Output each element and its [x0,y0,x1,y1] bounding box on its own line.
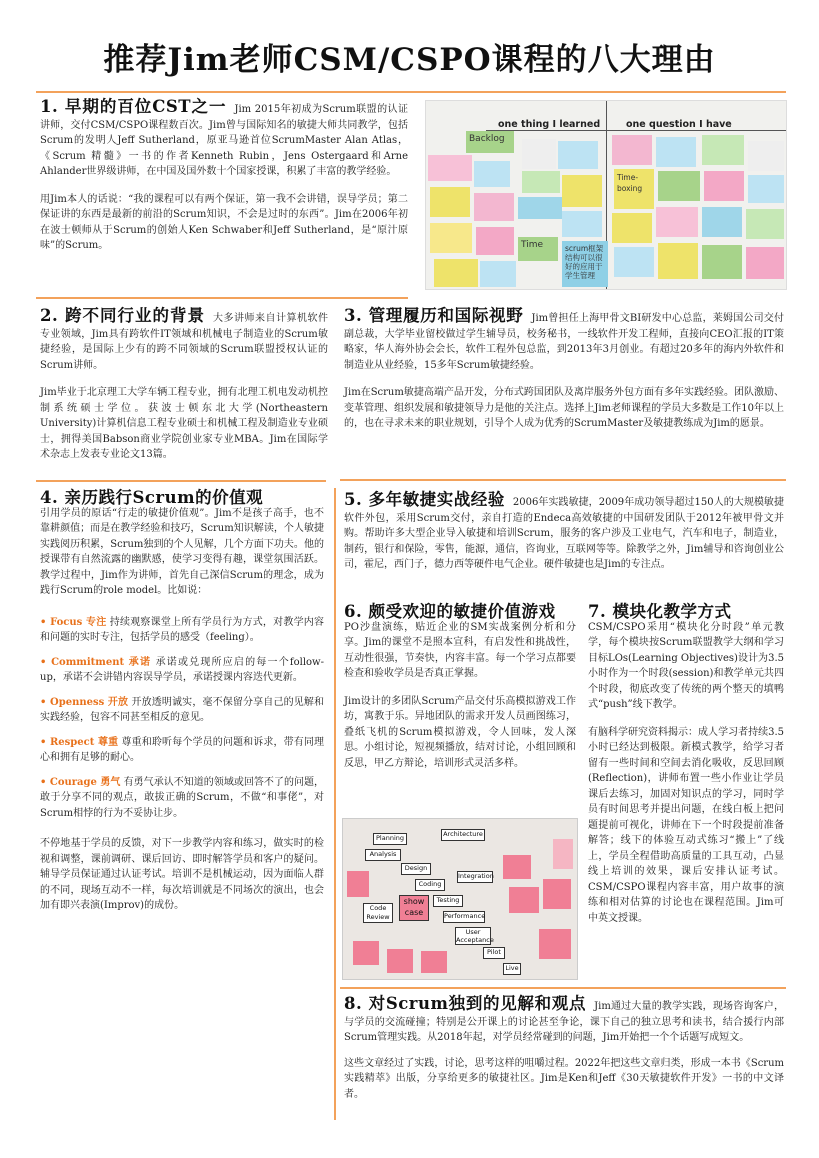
section-3-heading: 3. 管理履历和国际视野 [344,306,524,325]
section-5-heading: 5. 多年敏捷实战经验 [344,490,505,509]
board-col1-header: one thing I learned [498,119,601,130]
section-7-research: 有脑科学研究资料揭示：成人学习者持续3.5小时已经达到极限。新模式教学，给学习者留有一些时间和空间去消化吸收，反思回顾(Reflection)，讲师布置一些小作业让学员课后去练习，加固对知识点的学习，同时学员有时间思考并提出问题，在线白板上把问题提前可视化，讲师在下一个时段提前准备解答；线下的体验互动式练习“搬上”了线上，学员全程借助高质量的工具互动，凸显线上培训的效果，课后安排认证考试。CSM/CSPO课程内容丰富，用户故事的演练和相对估算的讨论也在课程范围。Jim可中英文授课。 [588,726,784,924]
section-8 [344,996,784,1110]
sticky-note [562,211,602,237]
divider-s2 [36,480,326,482]
note-time: Time [518,237,558,261]
section-7 [588,604,784,934]
sticky-note [748,141,784,171]
divider-vertical [334,488,336,1120]
section-3-text: Jim曾担任上海甲骨文BI研发中心总监，莱姆国公司交付副总裁，大学毕业留校做过学生辅导员，校务秘书，一线软件开发工程师，直接向CEO汇报的IT策略家，华人海外协会会长，软件工程外包总监，到2013年3月创业。有超过20多年的海内外软件和制造业从业经验，15多年Scrum敏捷经验。 [344,313,784,371]
board-box-coding: Coding [415,879,445,891]
pink-note [503,855,531,879]
sticky-note [748,175,784,203]
section-6-heading: 6. 颇受欢迎的敏捷价值游戏 [344,602,556,621]
board-box-pilot: Pilot [483,947,505,959]
sticky-note [612,135,652,165]
sticky-note [612,213,652,243]
sticky-note [430,187,470,217]
value-term: • Commitment 承诺 [40,656,152,668]
section-8-heading: 8. 对Scrum独到的见解和观点 [344,994,587,1013]
pink-note [543,879,571,909]
pink-note [553,839,573,869]
note-backlog: Backlog [466,131,514,153]
board-header-line [486,130,786,131]
sticky-note [522,139,556,169]
value-term: • Respect 尊重 [40,736,119,748]
sticky-note [476,227,514,255]
value-term: • Openness 开放 [40,696,129,708]
section-6-games: Jim设计的多团队Scrum产品交付乐高模拟游戏工作坊，寓教于乐。异地团队的需求开发人员画图练习，叠纸飞机的Scrum模拟游戏，令人回味，发人深思。小组讨论，短视频播放，结对讨论，小组回顾和反思，甲乙方辩论，培训形式灵活多样。 [344,695,576,769]
sticky-note [522,171,560,193]
section-5 [344,492,784,581]
pink-note [387,949,413,973]
divider-top [36,91,786,93]
section-2 [40,308,328,471]
board-col2-header: one question I have [626,119,732,130]
section-4-heading: 4. 亲历践行Scrum的价值观 [40,488,264,507]
pink-note [347,871,369,897]
sticky-note [558,141,598,169]
pink-note [353,941,379,965]
section-1-text: Jim 2015年初成为Scrum联盟的认证讲师，交付CSM/CSPO课程数百次。Jim曾与国际知名的敏捷大师共同教学，包括Scrum的发明人Jeff Sutherland，原亚马逊首位ScrumMaster Alan Atlas，《Scrum 精髓》一书的作者Kenneth Rubin，Jens Ostergaard和Arne Ahlander世界级讲师，在中国及国外数十个国家授课，积累了丰富的教学经验。 [40,104,408,177]
section-4-text: 引用学员的原话“行走的敏捷价值观”。Jim不是孩子高手，也不靠耕颜值；而是在教学经验和技巧，Scrum知识解读，个人敏捷实践阅历积累，Scrum独到的个人见解，几个方面下功夫。他的授课带有自然流露的幽默感，使学习变得有趣，课堂氛围活跃。教学过程中，Jim作为讲师，首先自己深信Scrum的理念，成为践行Scrum的role model。比如说： [40,507,324,596]
section-6-text: PO沙盘演练，贴近企业的SM实战案例分析和分享。Jim的课堂不是照本宣科，有启发性和挑战性，互动性很强，节奏快，内容丰富。每一个学习点都要检查和验收学员是否真正掌握。 [344,621,576,679]
section-8-text: Jim通过大量的教学实践，现场咨询客户，与学员的交流碰撞；特别是公开课上的讨论甚至争论，课下自己的独立思考和读书，结合援行内部Scrum管理实践。从2018年起，对学员经常碰到的问题，Jim开始把一个个话题写成短文。 [344,1001,784,1043]
board-box-integration: Integration [457,871,493,883]
value-focus [40,615,324,646]
value-text: 开放透明诚实，毫不保留分享自己的见解和实践经验，包容不同甚至相反的意见。 [40,696,325,723]
sticky-note [702,135,744,165]
pink-note [539,929,571,959]
divider-s1 [36,297,408,299]
board-box-testing: Testing [433,895,463,907]
pink-note [421,951,447,973]
sticky-note [656,207,698,237]
divider-s3 [340,479,786,481]
section-2-heading: 2. 跨不同行业的背景 [40,306,205,325]
value-text: 有勇气承认不知道的领域或回答不了的问题，敢于分享不同的观点，敢拔正确的Scrum，不做“和事佬”，对Scrum相悖的行为不妥协让步。 [40,776,324,819]
value-text: 持续观察课堂上所有学员行为方式，对教学内容和问题的实时专注，包括学员的感受（feeling）。 [40,616,324,643]
value-term: • Focus 专注 [40,616,107,628]
section-3 [344,308,784,440]
board-box-code-review: Code Review [363,903,393,923]
sticky-note [658,171,700,201]
sticky-note [746,209,784,239]
sticky-note [430,223,472,253]
pink-note [509,887,539,913]
sticky-note [480,261,516,287]
divider-s7 [340,987,786,989]
sticky-note [702,245,742,279]
section-1-quote: 用Jim本人的话说：“我的课程可以有两个保证，第一我不会讲错，误导学员；第二保证讲的东西是最新的前沿的Scrum知识，不会是过时的东西”。Jim在2006年初在波士顿师从于Scrum的创始人Ken Schwaber和Jeff Sutherland，是“原汁原味”的Scrum。 [40,193,408,251]
value-respect [40,735,324,766]
sticky-note [474,193,514,221]
sticky-note [428,155,472,181]
workshop-board-photo [342,818,578,980]
note-timeboxing: Time-boxing [614,169,654,209]
sticky-note [518,197,562,219]
sticky-note [656,137,696,167]
section-1 [40,99,408,262]
board-box-architecture: Architecture [441,829,485,841]
note-scrum: scrum框架结构可以很好的应用于学生管理 [562,241,608,287]
board-box-planning: Planning [373,833,407,845]
board-box-analysis: Analysis [365,849,401,861]
section-8-book: 这些文章经过了实践，讨论，思考这样的咀嚼过程。2022年把这些文章归类，形成一本书《Scrum实践精萃》出版，分享给更多的敏捷社区。Jim是Ken和Jeff《30天敏捷软件开发》一书的中文译者。 [344,1057,784,1100]
board-box-live: Live [503,963,521,975]
value-term: • Courage 勇气 [40,776,121,788]
sticky-note [702,207,742,237]
board-box-design: Design [401,863,431,875]
board-box-user-acceptance: User Acceptance [456,928,494,944]
page-title: 推荐Jim老师CSM/CSPO课程的八大理由 [103,42,716,78]
section-3-vision: Jim在Scrum敏捷高端产品开发，分布式跨国团队及离岸服务外包方面有多年实践经验。团队激励、变革管理、组织发展和敏捷领导力是他的关注点。选择上Jim老师课程的学员大多数是工作10年以上的，也在寻求未来的职业规划，引导个人成为优秀的ScrumMaster及敏捷教练成为Jim的愿景。 [344,387,784,429]
sticky-note [746,247,784,279]
section-1-heading: 1. 早期的百位CST之一 [40,97,227,116]
whiteboard-photo [425,100,787,290]
section-2-education: Jim毕业于北京理工大学车辆工程专业，拥有北理工机电发动机控制系统硕士学位。获波士顿东北大学(Northeastern University)计算机信息工程专业硕士和机械工程及制造业专业硕士，拥得美国Babson商业学院创业家专业MBA。Jim在国际学术杂志上发表专业论文13篇。 [40,387,328,460]
sticky-note [434,259,478,287]
value-text: 承诺或兑现所应启的每一个follow-up，承诺不会讲错内容误导学员，承诺授课内容迭代更新。 [40,656,324,683]
sticky-note [658,243,698,279]
sticky-note [474,161,510,187]
section-5-text: 2006年实践敏捷，2009年成功领导超过150人的大规模敏捷软件外包，采用Scrum交付，亲自打造的Endeca高效敏捷的中国研发团队于2012年被甲骨文并购。帮助许多大型企业导入敏捷和培训Scrum，服务的客户涉及工业电气，汽车和电子，制造业，制药，银行和保险，零售，能源，通信，咨询业，互联网等等。除教学之外，Jim辅导和咨询创业公司，霍尼，西门子，德力西等硬件电气企业。硬件敏捷也是Jim的专注点。 [344,497,784,570]
sticky-note [704,171,744,201]
value-courage [40,775,324,822]
sticky-note [614,247,654,277]
section-2-text: 大多讲师来自计算机软件专业领域，Jim具有跨软件IT领域和机械电子制造业的Scrum敏捷经验，是国际上少有的跨不同领域的Scrum联盟授权认证的Scrum讲师。 [40,313,328,371]
section-7-text: CSM/CSPO采用“模块化分时段”单元教学，每个模块按Scrum联盟教学大纲和学习目标LOs(Learning Objectives)设计为3.5小时作为一个时段(session)和教学单元共四个时段，彻底改变了传统的两个整天的填鸭式“push”线下教学。 [588,621,784,710]
value-commitment [40,655,324,686]
value-text: 尊重和聆听每个学员的问题和诉求，带有同理心和拥有足够的耐心。 [40,736,324,763]
board-box-showcase: show case [399,895,429,921]
value-openness [40,695,324,726]
sticky-note [562,175,602,207]
section-4 [40,490,324,922]
section-6 [344,604,576,779]
section-7-heading: 7. 模块化教学方式 [588,602,732,621]
board-box-performance: Performance [443,911,485,923]
section-4-feedback: 不停地基于学员的反馈，对下一步教学内容和练习，做实时的检视和调整，课前调研、课后回访、即时解答学员和客户的疑问。辅导学员保证通过认证考试。培训不是机械运动，因为面临人群的不同，现场互动不一样，每次培训就是不同场次的演出，也会加有即兴表演(Improv)的成份。 [40,838,324,911]
